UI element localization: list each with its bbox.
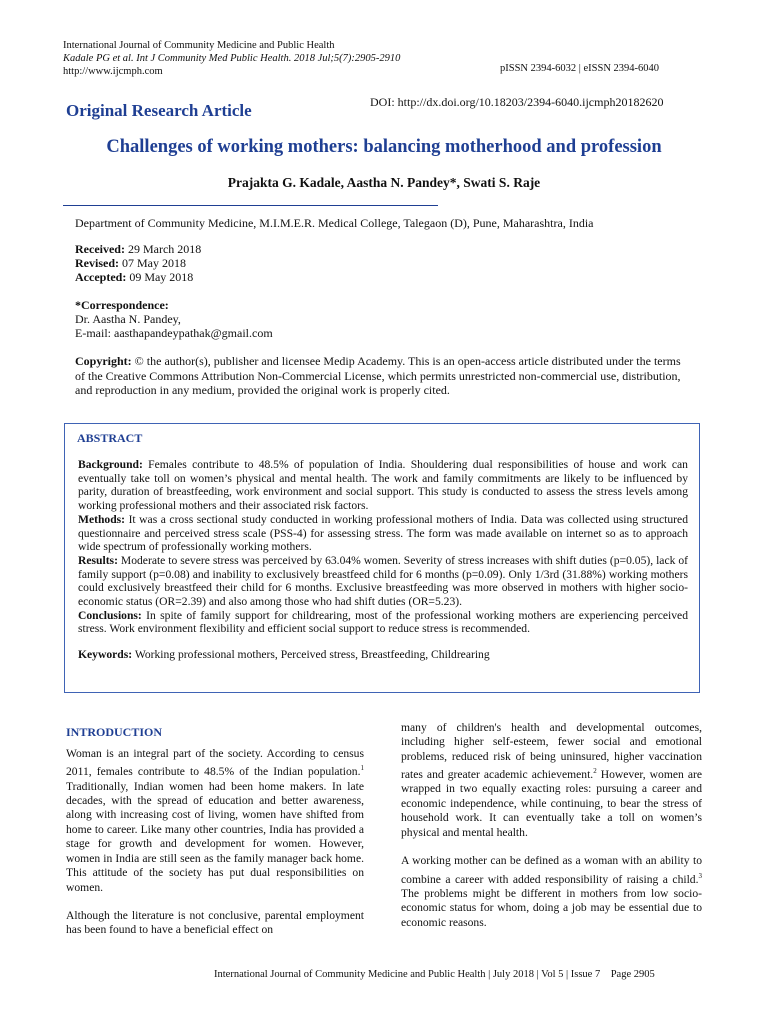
abstract-background: [78, 458, 688, 513]
background-text: Females contribute to 48.5% of population of India. Shouldering dual responsibilities of house and work can eventually take toll on women’s physical and mental health. The work and family commitments are likely to be influenced by parity, duration of breastfeeding, work environment and social support. This study is conducted to assess the stress levels among working professional mothers and their associated risk factors.: [78, 458, 688, 513]
results-label: Results:: [78, 553, 118, 567]
abstract-heading: ABSTRACT: [77, 431, 143, 445]
received-label: Received:: [75, 242, 125, 256]
doi[interactable]: DOI: http://dx.doi.org/10.18203/2394-6040.ijcmph20182620: [370, 95, 664, 109]
citation-ref-1[interactable]: 1: [360, 764, 364, 773]
correspondence-email[interactable]: E-mail: aasthapandeypathak@gmail.com: [75, 326, 273, 340]
page-footer: International Journal of Community Medicine and Public Health | July 2018 | Vol 5 | Issue 7 Page 2905: [214, 969, 655, 980]
intro-paragraph-4: [401, 854, 702, 930]
intro-paragraph-2: Although the literature is not conclusive, parental employment has been found to have a beneficial effect on: [66, 908, 364, 937]
intro-p4-text-a: A working mother can be defined as a woman with an ability to combine a career with added responsibility of raising a child.: [401, 854, 702, 886]
received-line: [75, 242, 201, 257]
citation-ref-2[interactable]: 2: [593, 767, 597, 776]
affiliation: Department of Community Medicine, M.I.M.E.R. Medical College, Talegaon (D), Pune, Maharashtra, India: [75, 216, 594, 230]
intro-p4-text-b: The problems might be different in mothers from low socio-economic status for whom, doing a job may be essential due to economic reasons.: [401, 886, 702, 929]
revised-date: 07 May 2018: [122, 256, 186, 270]
background-label: Background:: [78, 458, 143, 471]
left-column: [66, 747, 364, 952]
abstract-box: [64, 423, 700, 693]
intro-p1-text-b: Traditionally, Indian women had been home makers. In late decades, with the spread of education and better awareness, along with increasing cost of living, women have shifted from home to career. Like many other countries, India has provided a stage for growth and development for women. However, women in India are still seen as the family manager back home. This attitude of the society has put dual responsibilities on women.: [66, 779, 364, 894]
keywords-label: Keywords:: [78, 648, 133, 662]
intro-p3-text-a: many of children's health and developmental outcomes, including higher self-esteem, fewer social and emotional problems, reduced risk of being uninsured, higher vaccination rates and greater academic achievement.: [401, 721, 702, 782]
correspondence-label: *Correspondence:: [75, 298, 169, 312]
abstract-body: [78, 458, 688, 662]
copyright-text: © the author(s), publisher and licensee Medip Academy. This is an open-access article distributed under the terms of the Creative Commons Attribution Non-Commercial License, which permits unrestricted non-commercial use, distribution, and reproduction in any medium, provided the original work is properly cited.: [75, 354, 681, 397]
correspondence-name: Dr. Aastha N. Pandey,: [75, 312, 181, 326]
keywords-text: Working professional mothers, Perceived stress, Breastfeeding, Childrearing: [134, 648, 490, 662]
journal-url[interactable]: http://www.ijcmph.com: [63, 66, 163, 77]
conclusions-text: In spite of family support for childrearing, most of the professional working mothers are experiencing perceived stress. Work environment flexibility and efficient social support to reduce stress is recommended.: [78, 608, 688, 636]
methods-label: Methods:: [78, 512, 126, 526]
methods-text: It was a cross sectional study conducted in working professional mothers of India. Data was collected using structured questionnaire and perceived stress scale (PSS-4) for assessing stress. The form was made available on internet so as to approach wide spectrum of professionally working mothers.: [78, 512, 688, 554]
abstract-methods: [78, 513, 688, 554]
journal-name: International Journal of Community Medicine and Public Health: [63, 40, 335, 51]
revised-line: [75, 256, 186, 271]
right-column: [401, 721, 702, 944]
accepted-line: [75, 270, 193, 285]
intro-p3-text-b: However, women are wrapped in two equally exacting roles: pursuing a career and economic independence, while continuing, to bear the stress of household work. It can eventually take a toll on women’s physical and mental health.: [401, 768, 702, 839]
intro-paragraph-1: [66, 747, 364, 895]
authors: Prajakta G. Kadale, Aastha N. Pandey*, Swati S. Raje: [227, 175, 541, 190]
article-type: Original Research Article: [66, 101, 252, 120]
intro-paragraph-3: [401, 721, 702, 840]
intro-p1-text-a: Woman is an integral part of the society. According to census 2011, females contribute to 48.5% of the Indian population.: [66, 747, 364, 779]
conclusions-label: Conclusions:: [78, 608, 142, 622]
revised-label: Revised:: [75, 256, 119, 270]
abstract-conclusions: [78, 609, 688, 636]
results-text: Moderate to severe stress was perceived by 63.04% women. Severity of stress increases with shift duties (p=0.05), lack of family support (p=0.08) and inability to exclusively breastfeed child for 6 months (p=0.09). Only 1/3rd (31.88%) working mothers could exclusively breastfeed their child for 6 months. Exclusive breastfeeding was more observed in mothers with higher socio-economic status (OR=2.39) and also among those who had shift duties (OR=5.23).: [78, 553, 689, 609]
accepted-label: Accepted:: [75, 270, 127, 284]
received-date: 29 March 2018: [127, 242, 202, 256]
introduction-heading: INTRODUCTION: [66, 725, 163, 739]
accepted-date: 09 May 2018: [129, 270, 194, 284]
paper-title: Challenges of working mothers: balancing motherhood and profession: [106, 137, 662, 157]
copyright-label: Copyright:: [75, 354, 132, 368]
issn: pISSN 2394-6032 | eISSN 2394-6040: [500, 63, 660, 74]
citation: Kadale PG et al. Int J Community Med Public Health. 2018 Jul;5(7):2905-2910: [63, 53, 401, 64]
copyright: [75, 354, 690, 398]
citation-ref-3[interactable]: 3: [698, 871, 702, 880]
abstract-results: [78, 554, 688, 609]
title-divider: [63, 205, 438, 206]
abstract-keywords: [78, 648, 688, 662]
